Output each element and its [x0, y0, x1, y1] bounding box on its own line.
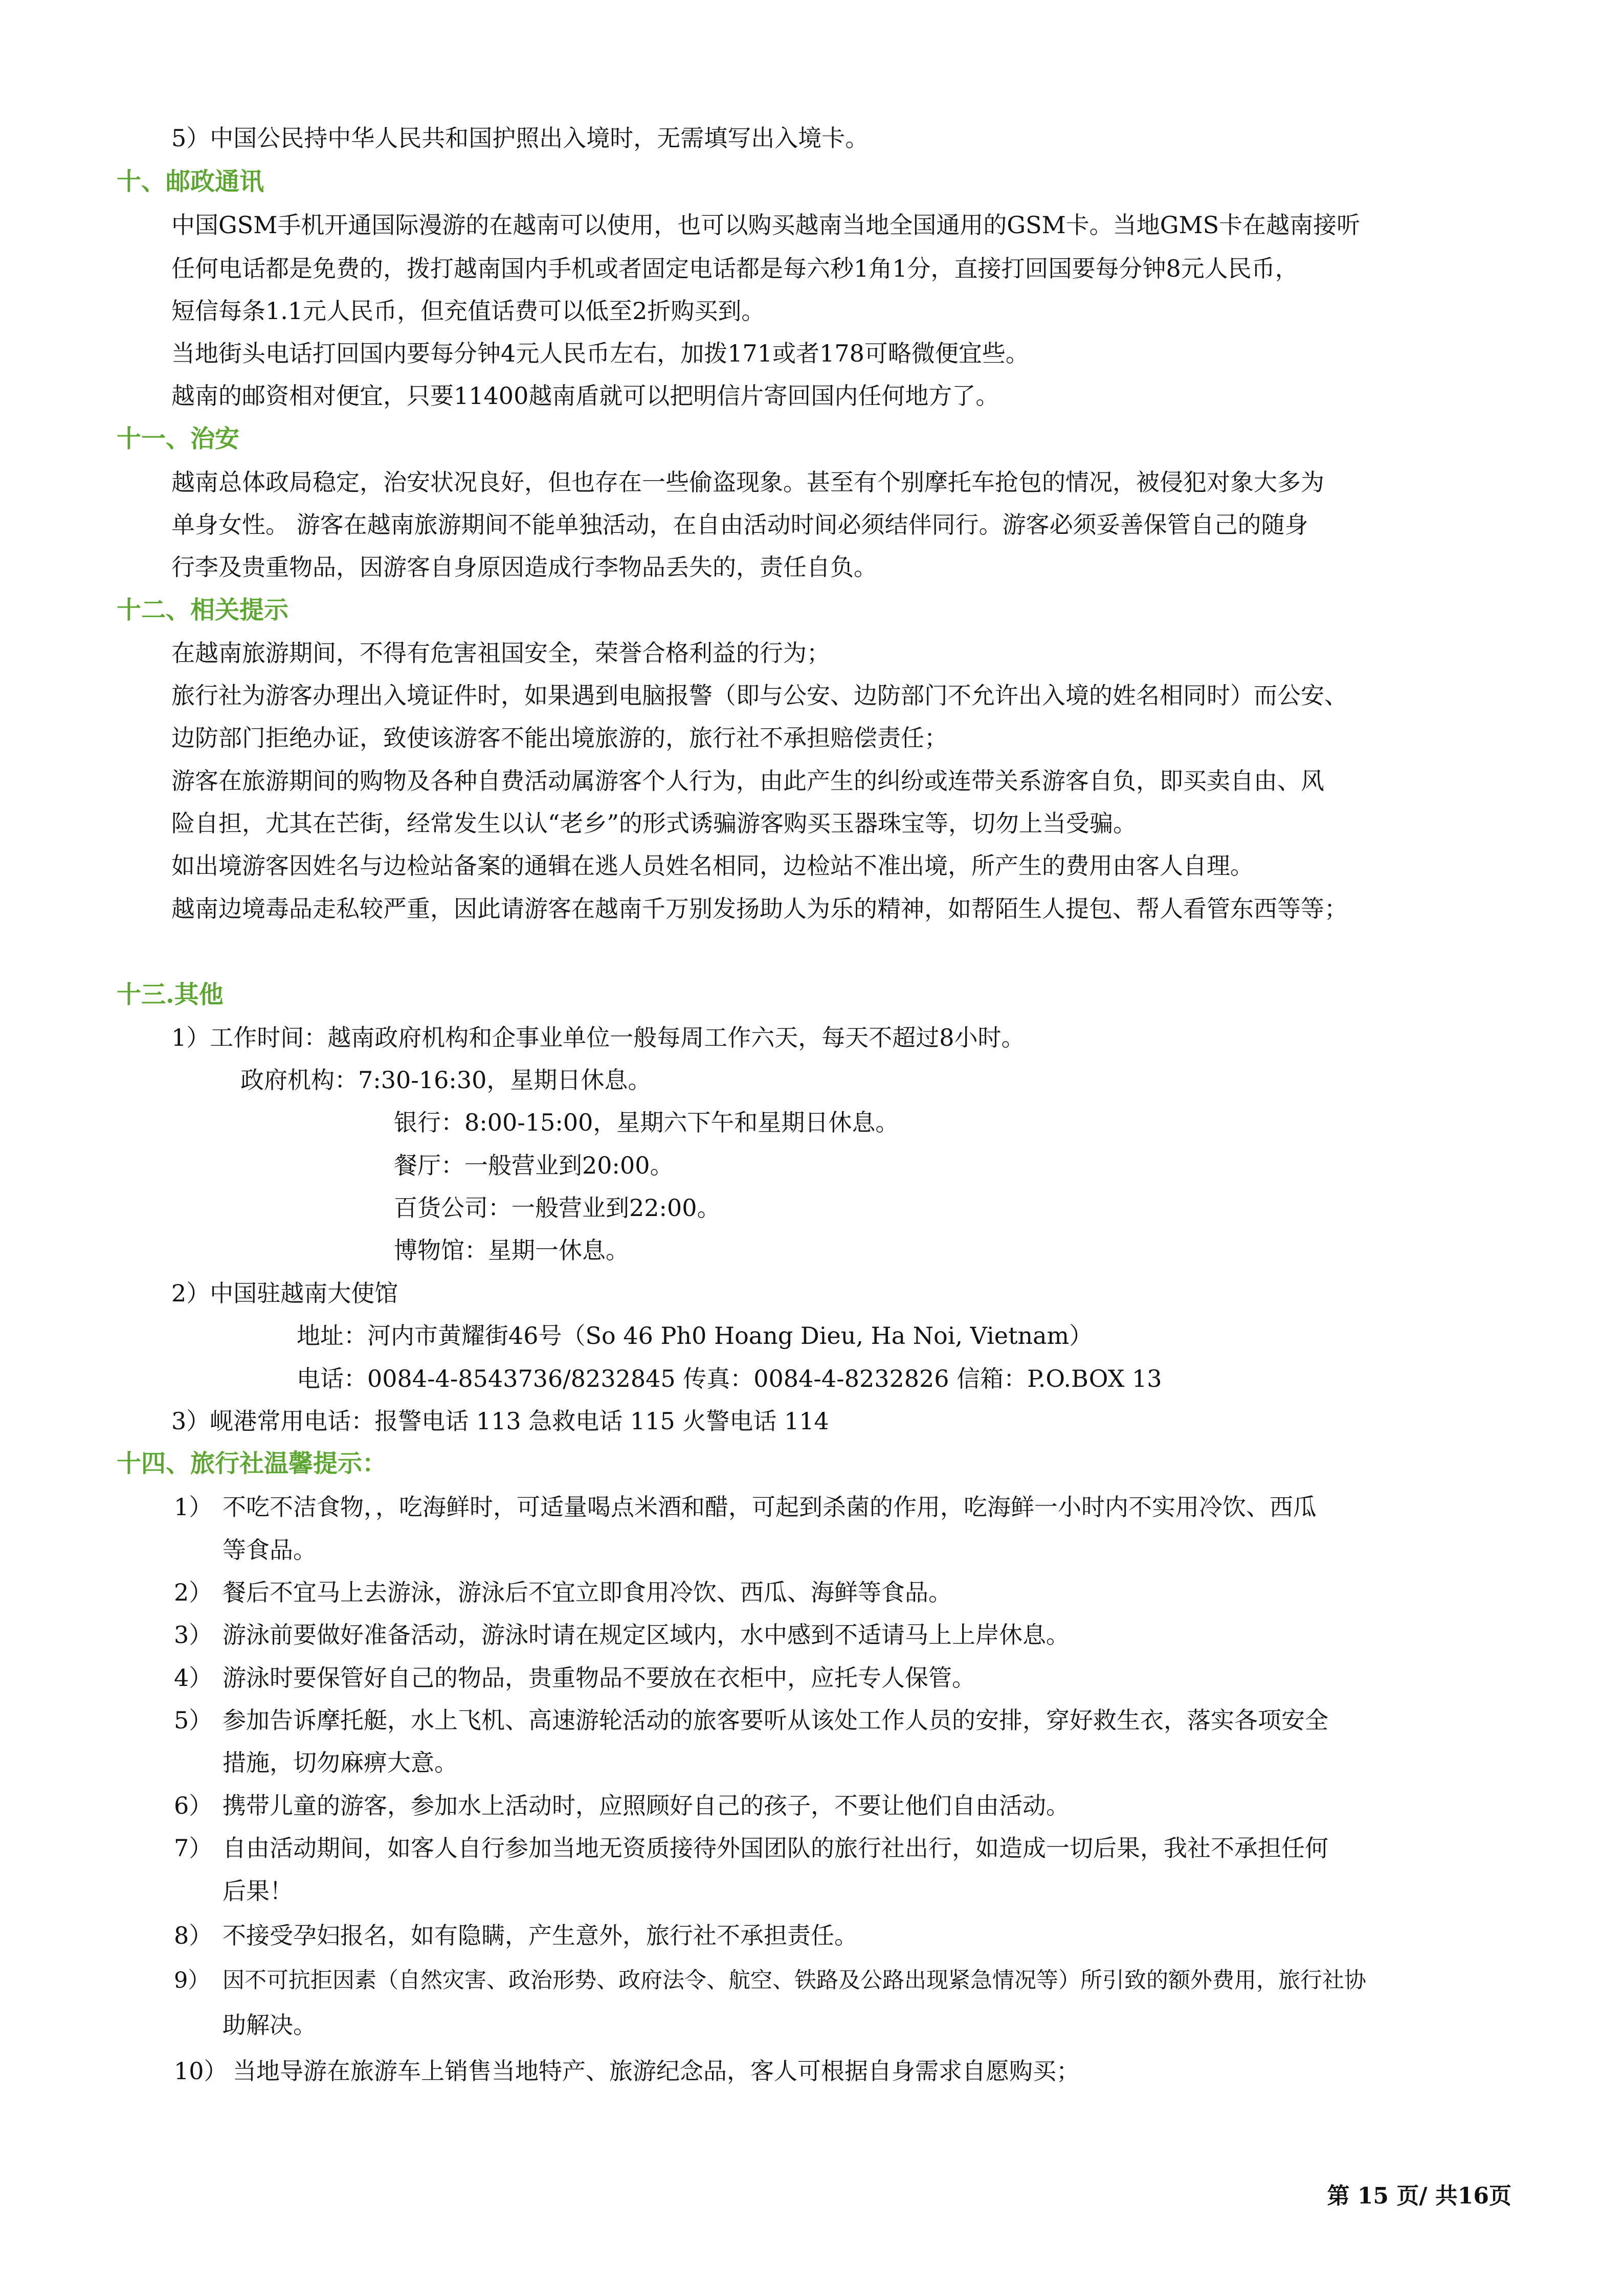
danang-phones: 3）岘港常用电话：报警电话 113 急救电话 115 火警电话 114: [171, 1407, 829, 1435]
tip-number: 3）: [174, 1621, 213, 1649]
paragraph-line: 越南的邮资相对便宜，只要11400越南盾就可以把明信片寄回国内任何地方了。: [171, 382, 999, 410]
tip-text: 因不可抗拒因素（自然灾害、政治形势、政府法令、航空、铁路及公路出现紧急情况等）所引致的额外费用，旅行社协: [223, 1968, 1366, 1993]
paragraph-line: 当地街头电话打回国内要每分钟4元人民币左右，加拨171或者178可略微便宜些。: [171, 340, 1029, 367]
paragraph-line: 越南边境毒品走私较严重，因此请游客在越南千万别发扬助人为乐的精神，如帮陌生人提包、帮人看管东西等等；: [171, 895, 1348, 922]
bank-hours-line: 银行：8:00-15:00，星期六下午和星期日休息。: [394, 1109, 899, 1136]
section-heading-postal: 十、邮政通讯: [117, 167, 264, 196]
restaurant-hours-line: 餐厅：一般营业到20:00。: [394, 1152, 674, 1179]
tip-text: 餐后不宜马上去游泳，游泳后不宜立即食用冷饮、西瓜、海鲜等食品。: [223, 1579, 952, 1606]
tip-number: 8）: [174, 1922, 213, 1949]
tip-text: 等食品。: [223, 1536, 317, 1564]
paragraph-line: 如出境游客因姓名与边检站备案的通辑在逃人员姓名相同，边检站不准出境，所产生的费用由客人自理。: [171, 852, 1254, 880]
paragraph-line: 单身女性。 游客在越南旅游期间不能单独活动，在自由活动时间必须结伴同行。游客必须妥善保管自己的随身: [171, 511, 1308, 538]
tip-number: 6）: [174, 1792, 213, 1819]
paragraph-line: 短信每条1.1元人民币，但充值话费可以低至2折购买到。: [171, 297, 765, 325]
section-heading-security: 十一、治安: [117, 424, 240, 453]
paragraph-line: 险自担，尤其在芒街，经常发生以认“老乡”的形式诱骗游客购买玉器珠宝等，切勿上当受骗。: [171, 809, 1137, 837]
section-heading-other: 十三.其他: [117, 980, 224, 1009]
tip-number: 4）: [174, 1664, 213, 1692]
tip-text: 自由活动期间，如客人自行参加当地无资质接待外国团队的旅行社出行，如造成一切后果，我社不承担任何: [223, 1834, 1328, 1862]
tip-number: 2）: [174, 1579, 213, 1606]
paragraph-line: 游客在旅游期间的购物及各种自费活动属游客个人行为，由此产生的纠纷或连带关系游客自负，即买卖自由、风: [171, 767, 1324, 795]
paragraph-line: 越南总体政局稳定，治安状况良好，但也存在一些偷盗现象。甚至有个别摩托车抢包的情况，被侵犯对象大多为: [171, 468, 1324, 496]
tip-number: 7）: [174, 1834, 213, 1862]
tip-number: 9）: [174, 1968, 210, 1993]
tip-text: 游泳时要保管好自己的物品，贵重物品不要放在衣柜中，应托专人保管。: [223, 1664, 975, 1692]
paragraph-line: 行李及贵重物品，因游客自身原因造成行李物品丢失的，责任自负。: [171, 553, 877, 581]
intro-line: 5）中国公民持中华人民共和国护照出入境时，无需填写出入境卡。: [171, 124, 869, 152]
embassy-phone: 电话：0084-4-8543736/8232845 传真：0084-4-8232826 信箱：P.O.BOX 13: [297, 1365, 1162, 1392]
paragraph-line: 边防部门拒绝办证，致使该游客不能出境旅游的，旅行社不承担赔偿责任；: [171, 724, 948, 752]
tip-text: 参加告诉摩托艇，水上飞机、高速游轮活动的旅客要听从该处工作人员的安排，穿好救生衣，落实各项安全: [223, 1706, 1328, 1734]
paragraph-line: 在越南旅游期间，不得有危害祖国安全，荣誉合格利益的行为；: [171, 639, 830, 667]
embassy-line: 2）中国驻越南大使馆: [171, 1279, 398, 1307]
work-hours-line: 1）工作时间：越南政府机构和企事业单位一般每周工作六天，每天不超过8小时。: [171, 1024, 1025, 1051]
section-heading-tips: 十二、相关提示: [117, 596, 289, 624]
section-heading-agency: 十四、旅行社温馨提示：: [117, 1449, 387, 1478]
tip-number: 10）: [174, 2057, 228, 2085]
paragraph-line: 任何电话都是免费的，拨打越南国内手机或者固定电话都是每六秒1角1分，直接打回国要每分钟8元人民币，: [171, 255, 1299, 282]
tip-text: 当地导游在旅游车上销售当地特产、旅游纪念品，客人可根据自身需求自愿购买；: [233, 2057, 1080, 2085]
gov-hours-line: 政府机构：7:30-16:30，星期日休息。: [240, 1066, 652, 1094]
museum-hours-line: 博物馆：星期一休息。: [394, 1236, 629, 1264]
paragraph-line: 旅行社为游客办理出入境证件时，如果遇到电脑报警（即与公安、边防部门不允许出入境的姓名相同时）而公安、: [171, 682, 1348, 709]
tip-text: 游泳前要做好准备活动，游泳时请在规定区域内，水中感到不适请马上上岸休息。: [223, 1621, 1070, 1649]
dept-store-hours-line: 百货公司：一般营业到22:00。: [394, 1194, 721, 1222]
tip-text: 不吃不洁食物，，吃海鲜时，可适量喝点米酒和醋，可起到杀菌的作用，吃海鲜一小时内不实用冷饮、西瓜: [223, 1493, 1317, 1521]
tip-text: 不接受孕妇报名，如有隐瞒，产生意外，旅行社不承担责任。: [223, 1922, 858, 1949]
tip-text: 措施，切勿麻痹大意。: [223, 1749, 458, 1776]
tip-number: 1）: [174, 1493, 213, 1521]
page-number: 第 15 页/ 共16页: [1327, 2183, 1511, 2209]
tip-text: 助解决。: [223, 2011, 317, 2039]
paragraph-line: 中国GSM手机开通国际漫游的在越南可以使用，也可以购买越南当地全国通用的GSM卡。当地GMS卡在越南接听: [171, 211, 1361, 239]
tip-text: 后果！: [223, 1877, 293, 1905]
tip-number: 5）: [174, 1706, 213, 1734]
tip-text: 携带儿童的游客，参加水上活动时，应照顾好自己的孩子，不要让他们自由活动。: [223, 1792, 1070, 1819]
embassy-address: 地址：河内市黄耀街46号（So 46 Ph0 Hoang Dieu, Ha Noi, Vietnam）: [297, 1322, 1093, 1349]
